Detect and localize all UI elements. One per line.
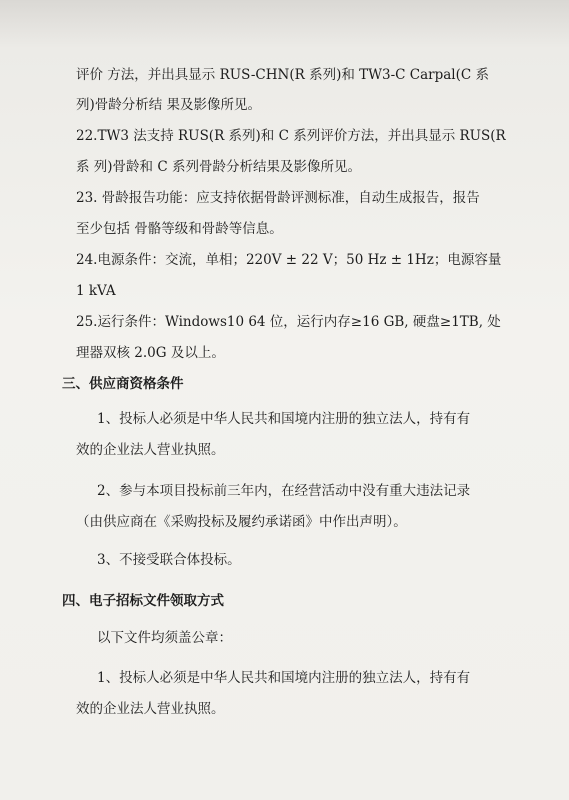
text-line: 列)骨龄分析结 果及影像所见。 [76, 97, 262, 113]
text-line: 至少包括 骨骼等级和骨龄等信息。 [76, 221, 283, 237]
text-line: 效的企业法人营业执照。 [76, 442, 225, 458]
text-line: 23. 骨龄报告功能：应支持依据骨龄评测标准，自动生成报告，报告 [76, 190, 480, 206]
text-line: 25.运行条件：Windows10 64 位，运行内存≥16 GB, 硬盘≥1TB, 处 [76, 314, 501, 330]
text-line: 2、参与本项目投标前三年内，在经营活动中没有重大违法记录 [97, 483, 471, 499]
text-line: 1、投标人必须是中华人民共和国境内注册的独立法人，持有有 [97, 411, 471, 427]
text-line: 22.TW3 法支持 RUS(R 系列)和 C 系列评价方法，并出具显示 RUS(R [76, 128, 506, 144]
text-line: 3、不接受联合体投标。 [97, 552, 241, 568]
text-line: 1、投标人必须是中华人民共和国境内注册的独立法人，持有有 [97, 670, 471, 686]
text-line: 效的企业法人营业执照。 [76, 701, 225, 717]
text-line: 24.电源条件：交流，单相；220V ± 22 V；50 Hz ± 1Hz；电源容量 [76, 252, 502, 268]
text-line: 以下文件均须盖公章： [97, 630, 232, 646]
text-line: 系 列)骨龄和 C 系列骨龄分析结果及影像所见。 [76, 159, 361, 175]
section-heading: 三、供应商资格条件 [62, 376, 184, 392]
text-line: 理器双核 2.0G 及以上。 [76, 345, 225, 361]
text-line: 1 kVA [76, 283, 116, 299]
section-heading: 四、电子招标文件领取方式 [62, 593, 224, 609]
text-line: 评价 方法，并出具显示 RUS-CHN(R 系列)和 TW3-C Carpal(C 系 [76, 67, 490, 83]
text-line: （由供应商在《采购投标及履约承诺函》中作出声明）。 [76, 514, 407, 530]
